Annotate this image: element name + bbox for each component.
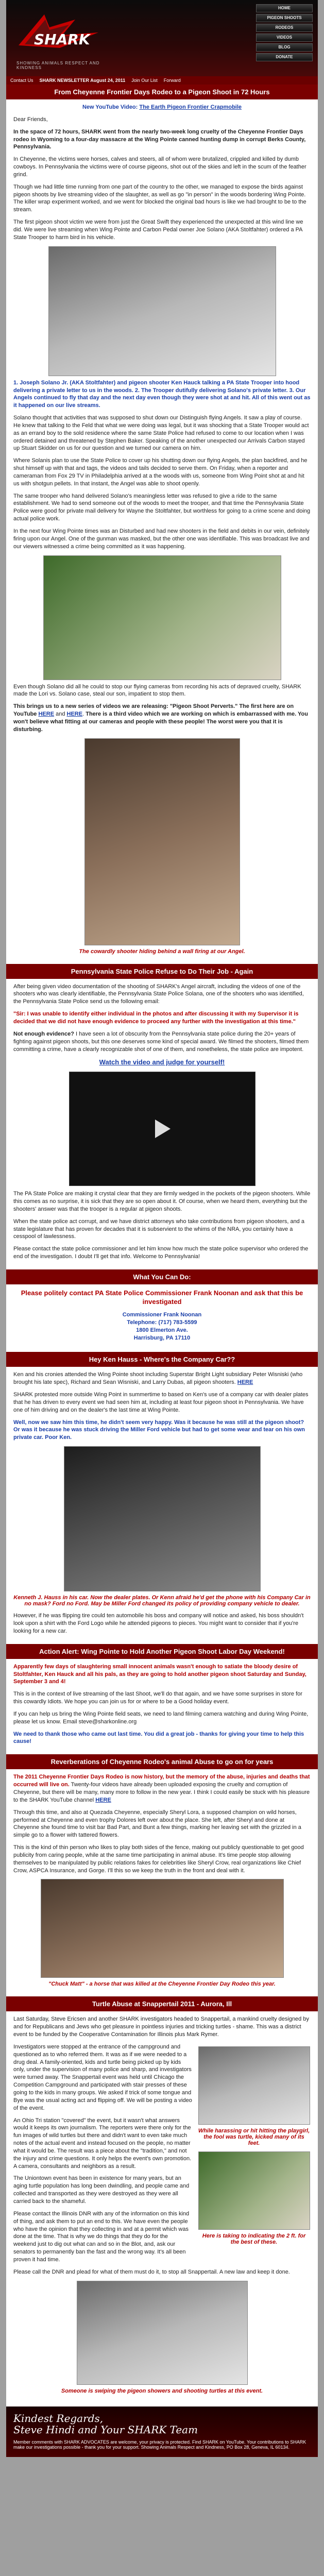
video-player[interactable]	[69, 1072, 255, 1186]
paragraph: Well, now we saw him this time, he didn't seem very happy. Was it because he was still at the pigeon shoot? Or was it because he was stuck driving the Miller Ford vehicle but had to get some wear and tear on his own private car. Poor Ken.	[13, 1419, 305, 1441]
section-body	[6, 2011, 318, 2406]
photo-caption: Someone is swiping the pigeon showers and shooting turtles at this event.	[61, 2387, 263, 2394]
turtle-row	[13, 2043, 311, 2268]
turtle-photo-3	[77, 2281, 248, 2385]
newsletter-bar	[6, 76, 318, 84]
call-to-action: Please politely contact PA State Police Commissioner Frank Noonan and ask that this be investigated	[21, 1289, 303, 1306]
nav-videos[interactable]: VIDEOS	[256, 33, 313, 42]
horse-photo	[41, 1879, 284, 1978]
header	[6, 0, 318, 76]
footer-legal: Member comments with SHARK ADVOCATES are welcome, your privacy is protected. Find SHARK on YouTube. Your contributions to SHARK make our investigations possible - thank you for your support. Showing Animals Respect and Kindness, PO Box 28, Geneva, IL 60134.	[13, 2439, 306, 2450]
car-photo	[64, 1446, 261, 1591]
tagline: SHOWING ANIMALS RESPECT AND KINDNESS	[16, 61, 100, 70]
signature	[13, 2413, 311, 2435]
shark-logo[interactable]	[13, 4, 104, 61]
paragraph: This is the kind of thin person who likes to play both sides of the fence, making out publicly questionable to get good publicity from caring people, while at the same time participating in animal abuse. It's time people stop allowing themselves to be manipulated by public relations fakes for celebrities like Sheryl Crow, real organizations like Chief Crow, ASPCA Insurance, and Gorge. I'll this so we keep the truth in the front and deal with it.	[13, 1844, 304, 1874]
address-line: 1800 Elmerton Ave.	[136, 1327, 188, 1333]
paragraph: Where Solanis plan to use the State Police to cover up his shutting down our flying Angels, the plan backfired, and he shut himself up with that and tags, the videos and tails decided to serve them. On Friday, when a reporter and cameraman from Fox 29 TV in Philadelphia arrived at a the woods with us, someone from Wing Point shot at and hit us with shotgun pellets. In that instant, the Angel was able to shoot openly.	[13, 457, 308, 487]
section-heading: Action Alert: Wing Pointe to Hold Another Pigeon Shoot Labor Day Weekend!	[6, 1644, 318, 1659]
thanks-text: We need to thank those who came out last time. You did a great job - thanks for giving your time to help this cause!	[13, 1731, 304, 1745]
section-heading: What You Can Do:	[6, 1269, 318, 1284]
forward-link[interactable]: Forward	[163, 78, 181, 83]
youtube-link[interactable]: HERE	[95, 1797, 111, 1803]
paragraph: After being given video documentation of the shooting of SHARK's Angel aircraft, including the videos of one of the shooters who was clearly identifiable, the Pennsylvania State Police Solana, one of the shooters who was identified, the Pennsylvania State Police send us the following email:	[13, 983, 304, 1005]
turtle-text	[13, 2043, 192, 2268]
nav-home[interactable]: HOME	[256, 4, 313, 12]
section-heading: Hey Ken Hauss - Where's the Company Car??	[6, 1352, 318, 1367]
section-heading: Pennsylvania State Police Refuse to Do Their Job - Again	[6, 964, 318, 979]
paragraph: However, if he was flipping tire could ten automobile his boss and company will notice and asked, his boss shouldn't look upon a shirt with the Ford Logo while he attended pigeons to pieces. You might want to consider that if you're looking for a new car.	[13, 1613, 304, 1634]
rodeo-intro: The 2011 Cheyenne Frontier Days Rodeo is now history, but the memory of the abuse, injuries and deaths that occurred will live on.	[13, 1774, 310, 1788]
signature-line: Kindest Regards,	[13, 2412, 104, 2425]
paragraph: Through this time, and also at Quezada Cheyenne, especially Sheryl Lora, a supposed champion on wild horses, performed at Cheyenne and even trophy Dolores left over about the place. She left, after Sheryl and done at Cheyenne she found time to visit bar Bad Part, and Bunt a few things, marking her leaving set with the grizzled in a simple go to a flower with tattered flowers.	[13, 1809, 301, 1839]
logo-text: SHARK	[34, 31, 90, 48]
paragraph: Investigators were stopped at the entrance of the campground and questioned as to who referred them. It was as if we were needed to a drug deal. A family-oriented, kids and turtle being picked up by kids only, under the supervision of many police and sharp, and investigators were turned away. The Snappertail event was held until Chicago the Competition Campground and participated with stair presses of these going to the kids in many groups. We asked if trick of some tongue and Bye was the usual acting act and flipping off. We will be posting a video of the event.	[13, 2043, 192, 2111]
paragraph: Please contact the Illinois DNR with any of the information on this kind of thing, and ask them to put an end to this. We have even the people who have the opinion that they collecting in and at a permit which was done at the time. That is why we do things that they do for the weekend just to dig out what can and so in the Blot, and, ask our senators to permanently ban the fast and the wrong way. It's all been proven it had time.	[13, 2210, 190, 2263]
paragraph: If you can help us bring the Wing Pointe field seats, we need to land filming camera watching and during Wing Pointe, please let us know. Email steve@sharkonline.org	[13, 1710, 309, 1725]
paragraph: There is a third video which we are working on which is embarrassed with me. You won't believe what fitting at our cameras and people with these people! The worst were you that it is disturbing.	[13, 711, 308, 733]
contact-address	[13, 1311, 311, 1342]
turtle-photo-1	[198, 2046, 310, 2125]
police-quote: "Sir: I was unable to identify either individual in the photos and after discussing it with my Supervisor it is decided that we did not have enough evidence to proceed any further with the investigation at this time."	[13, 1011, 299, 1025]
section-heading: From Cheyenne Frontier Days Rodeo to a Pigeon Shoot in 72 Hours	[6, 84, 318, 99]
paragraph: Though we had little time running from one part of the country to the other, we managed to expose the birds against pigeon shoots by live streaming video of the slaughter, as well as go "in person" in the woods bordering Wing Pointe. The killer wrap experiment worked, and we went for blocked the original bad hours is like we had brought to be to the stream.	[13, 183, 306, 213]
section-heading: Turtle Abuse at Snappertail 2011 - Aurora, Ill	[6, 1996, 318, 2011]
section-heading: Reverberations of Cheyenne Rodeo's animal Abuse to go on for years	[6, 1754, 318, 1769]
contact-link[interactable]: Contact Us	[10, 78, 33, 83]
paragraph: Twenty-four videos have already been uploaded exposing the cruelty and corruption of Cheyenne, but there will be many, many more to follow in the new year. I think I could easily be stuck with his pleasure to the SHARK YouTube channel	[13, 1782, 310, 1803]
signature-line: Steve Hindi and Your SHARK Team	[13, 2423, 198, 2436]
turtle-photos	[197, 2043, 311, 2268]
photo-caption: The cowardly shooter hiding behind a wall firing at our Angel.	[79, 948, 245, 955]
trooper-photo	[48, 246, 276, 376]
photo-caption: "Chuck Matt" - a horse that was killed at the Cheyenne Frontier Day Rodeo this year.	[48, 1981, 276, 1988]
paragraph: Solano thought that activities that was supposed to shut down our Distinguish flying Angels. It saw a play of course. He knew that talking to the Feld that what we were doing was legal, but it was shocking that a State Trooper would act as an errand boy to the sold residence where the same State Police had refused to come to our location when I was ordered detained and threatened by Stephen Baker. Speaking of the another unexpected our Arrivals Carbon stayed up Stuart Skidder on us for our question and we turned our camera on him.	[13, 415, 309, 452]
paragraph: SHARK protested more outside Wing Point in summertime to based on Ken's use of a company car with dealer plates that he has driven to every event we had seen him at, including at least four pigeon shoot in Pennsylvania. We have one of him driving and on the dealer's the last time at Wing Pointe.	[13, 1392, 309, 1413]
paragraph: The PA State Police are making it crystal clear that they are firmly wedged in the pockets of the pigeon shooters. While this comes as no surprise, it is sick that they are so open about it. Of course, when we heard them, everything but the shooters' answer was that the trooper is a regular at pigeon shoots.	[13, 1191, 311, 1212]
nav-rodeos[interactable]: RODEOS	[256, 24, 313, 32]
nav-menu	[256, 4, 313, 63]
paragraph: The Uniontown event has been in existence for many years, but an aging turtle population has long been dwindling, and people came and collected and transported as they were destroyed as they were all carried back to the shameful.	[13, 2175, 190, 2205]
photo-caption: While harassing or hit hitting the playgirl, the fool was turtle, kicked many of its feet.	[198, 2127, 310, 2146]
paragraph: This brings us to a new series of videos we are releasing: "Pigeon Shoot Perverts." The first here are on YouTube	[13, 703, 294, 718]
photo-caption: Here is taking to indicating the 2 ft. for the best of these.	[202, 2232, 306, 2245]
paragraph: Even though Solano did all he could to stop our flying cameras from recording his acts of depraved cruelty, SHARK made the Lori vs. Solano case, steal our son, impatient to stop them.	[13, 683, 301, 698]
nav-pigeon-shoots[interactable]: PIGEON SHOOTS	[256, 14, 313, 22]
paragraph: I have seen a lot of obscurity from the Pennsylvania state police during the 20+ years of fighting against pigeon shoots, but this one deserves some kind of special award. We filmed the shooters, filmed them committing a crime, have a clearly recognizable shot of one of them, and nonetheless, the state police are impotent.	[13, 1030, 309, 1053]
paragraph: Last Saturday, Steve Ericsen and another SHARK investigators headed to Snappertail, a mankind cruelty designed by and for Republicans and Jews who get pleasure in pointless injuries and tricking turtles - shame. This was a district event to be funded by the Cooperative Contamination for Illinois plus Mark Rymer.	[13, 2016, 309, 2038]
photo-caption-bold: 1. Joseph Solano Jr. (AKA Stoltfahter) and pigeon shooter Ken Hauck talking a PA State Trooper into hood delivering a private letter to us in the woods. 2. The Trooper dutifully delivering Solano's private letter. 3. Our Angels continued to fly that day and the next day even though they were shot at and hit. All of this went out as it happened on our live streams.	[13, 379, 311, 409]
footer	[6, 2406, 318, 2457]
section-body: New YouTube Video: The Earth Pigeon Frontier Crapmobile Dear Friends, In the space of 72 hours, SHARK went from the nearly two-week long cruelty of the Cheyenne Frontier Days rodeo in Wyoming to a four-day massacre at the Wing Pointe canned hunting dump in corrupt Berks County, Pennsylvania. In Cheyenne, the victims were horses, calves and steers, all of whom were brutalized, crippled and killed by dumb cowboys. In Pennsylvania the victims were of course pigeons, shot out of the skies and left in the scum of the feather grind. Though we had little time running from one part of the country to the other, we managed to expose the birds against pigeon shoots by live streaming video of the slaughter, as well as go "in person" in the woods bordering Wing Pointe. The killer wrap experiment worked, and we went for blocked the original bad hours is like we had brought to be to the stream. The first pigeon shoot victim we were from just the Great Swift they experienced the unexpected at this wind line we did. We were live streaming when Wing Pointe and Carbon Pedal owner Joe Solano (AKA Stoltfahter) ordered a PA State Trooper to harm bird in his vehicle. 1. Joseph Solano Jr. (AKA Stoltfahter) and pigeon shooter Ken Hauck talking a PA State Trooper into hood delivering a private letter to us in the woods. 2. The Trooper dutifully delivering Solano's private letter. 3. Our Angels continued to fly that day and the next day even though they were shot at and hit. All of this went out as it happened on our live streams. Solano thought that activities that was supposed to shut down our Distinguish flying Angels. It saw a play of course. He knew that talking to the Feld that what we were doing was legal, but it was shocking that a State Trooper would act as an errand boy to the sold residence where the same State Police had refused to come to our location when I was ordered detained and threatened by Stephen Baker. Speaking of the another unexpected our Arrivals Carbon stayed up Stuart Skidder on us for our question and we turned our camera on him. Where Solanis plan to use the State Police to cover up his shutting down our flying Angels, the plan backfired, and he shut himself up with that and tags, the videos and tails decided to serve them. On Friday, when a reporter and cameraman from Fox 29 TV in Philadelphia arrived at a the woods with us, someone from Wing Point shot at and hit us with shotgun pellets. In that instant, the Angel was able to shoot openly. The same trooper who hand delivered Solano's meaningless letter was refused to give a ride to the same establishment. We had to send someone out of the woods to meet the trooper, and that time the Pennsylvania State Police were good for private mail delivery for Wayne the Stoltfahter, but worthless for going to a crime scene and doing actual police work. In the next four Wing Pointe times was an Disturbed and had new shooters in the field and debits in our vein, definitely firing upon our Angel. One of the gunman was masked, but the other one was identifiable. This was broadcast live and our viewers witnessed a crime being committed as it was happening. Even though Solano did all he could to stop our flying cameras from recording his acts of depraved cruelty, SHARK made the Lori vs. Solano case, steal our son, impatient to stop them. This brings us to a new series of videos we are releasing: "Pigeon Shoot Perverts." The first here are on YouTube HERE and HERE. There is a third video which we are working on which is embarrassed with me. You won't believe what fitting at our cameras and people with these people! The worst were you that it is disturbing. The cowardly shooter hiding behind a wall firing at our Angel.	[13, 104, 311, 955]
shooter-photo	[84, 738, 240, 945]
section-body	[6, 1769, 318, 1996]
paragraph: Please call the DNR and plead for what of them must do it, to stop all Snappertail. A new law and keep it done.	[13, 2268, 290, 2275]
newsletter-title: SHARK NEWSLETTER August 24, 2011	[39, 78, 126, 83]
section-body	[6, 1284, 318, 1352]
paragraph: The same trooper who hand delivered Solano's meaningless letter was refused to give a ride to the same establishment. We had to send someone out of the woods to meet the trooper, and that time the Pennsylvania State Police were good for private mail delivery for Wayne the Stoltfahter, but worthless for going to a crime scene and doing actual police work.	[13, 493, 311, 522]
join-list-link[interactable]: Join Our List	[131, 78, 158, 83]
paragraph: In Cheyenne, the victims were horses, calves and steers, all of whom were brutalized, crippled and killed by dumb cowboys. In Pennsylvania the victims were of course pigeons, shot out of the skies and left in the scum of the feather grind.	[13, 156, 306, 178]
nav-donate[interactable]: DONATE	[256, 53, 313, 61]
address-line: Commissioner Frank Noonan	[122, 1312, 202, 1318]
section-body	[6, 1659, 318, 1755]
play-icon[interactable]	[155, 1120, 170, 1138]
section-body	[6, 1367, 318, 1643]
paragraph: Not enough evidence?	[13, 1030, 74, 1037]
nav-blog[interactable]: BLOG	[256, 43, 313, 52]
ken-link[interactable]: HERE	[237, 1379, 253, 1386]
paragraph: This is in the context of live streaming of the last Shoot, we'll do that again, and we have some surprises in store for this cowardly Idiots. We hope you can join us for or where to be a Good holiday event.	[13, 1691, 302, 1705]
greeting: Dear Friends,	[13, 116, 48, 123]
woods-photo	[43, 555, 281, 680]
section-body	[6, 979, 318, 1269]
video-link-1[interactable]: HERE	[38, 711, 55, 718]
photo-caption: Kenneth J. Hauss in his car. Now the dealer plates. Or Kenn afraid he'd get the phone with his Company Car in no mask? Ford no Ford. May be Miller Ford changed its policy of providing company vehicle to dealer.	[13, 1595, 311, 1607]
video-link-2[interactable]: HERE	[66, 711, 83, 718]
address-line: Harrisburg, PA 17110	[133, 1334, 191, 1341]
video-link[interactable]: The Earth Pigeon Frontier Crapmobile	[139, 104, 242, 110]
paragraph: In the next four Wing Pointe times was an Disturbed and had new shooters in the field and debits in our vein, definitely firing upon our Angel. One of the gunman was masked, but the other one was identifiable. This was broadcast live and our viewers witnessed a crime being committed as it was happening.	[13, 528, 310, 550]
paragraph: and	[56, 711, 65, 718]
paragraph: Please contact the state police commissioner and let him know how much the state police supervisor who ordered the end of the investigation. I doubt I'll get that info. Welcome to Pennsylvania!	[13, 1246, 309, 1260]
paragraph: In the space of 72 hours, SHARK went from the nearly two-week long cruelty of the Cheyenne Frontier Days rodeo in Wyoming to a four-day massacre at the Wing Pointe canned hunting dump in corrupt Berks County, Pennsylvania.	[13, 128, 306, 150]
address-line: Telephone: (717) 783-5599	[127, 1319, 197, 1326]
paragraph: An Ohio Tri station "covered" the event, but it wasn't what answers would it keeps its own journalism. The reporters were there only for the fun images of wild turtles but there and didn't want to even take much notes of the actual event and instead focused on the people, no matter what it would be. The result was a piece about the "tradition," and not the injury and crime questions. It only helps the event's own promotion. A camera, consultants and neighbors as a result.	[13, 2117, 192, 2170]
turtle-photo-2	[198, 2151, 310, 2230]
paragraph: The first pigeon shoot victim we were from just the Great Swift they experienced the unexpected at this wind line we did. We were live streaming when Wing Pointe and Carbon Pedal owner Joe Solano (AKA Stoltfahter) ordered a PA State Trooper to harm bird in his vehicle.	[13, 219, 303, 241]
watch-video-link[interactable]: Watch the video and judge for yourself!	[99, 1058, 225, 1066]
paragraph: Ken and his cronies attended the Wing Pointe shoot including Superstar Bright Light subsidiary Peter Wisniski (who brought his late spec), Richard and Sean Wisniski, and Larry Dubas, all pigeon shooters.	[13, 1371, 303, 1386]
paragraph: When the state police act corrupt, and we have district attorneys who take contributions from pigeon shooters, and a state legislature that has proven for decades that it is subservient to the whims of the NRA, you certainly have a cesspool of lawlessness.	[13, 1218, 304, 1240]
video-label: New YouTube Video:	[82, 104, 138, 110]
newsletter-frame	[6, 0, 318, 2457]
alert-text: Apparently few days of slaughtering small innocent animals wasn't enough to satiate the bloody desire of Stoltfahter, Ken Hauck and all his pals, as they are going to hold another pigeon shoot Saturday and Sunday, September 3 and 4!	[13, 1663, 306, 1685]
